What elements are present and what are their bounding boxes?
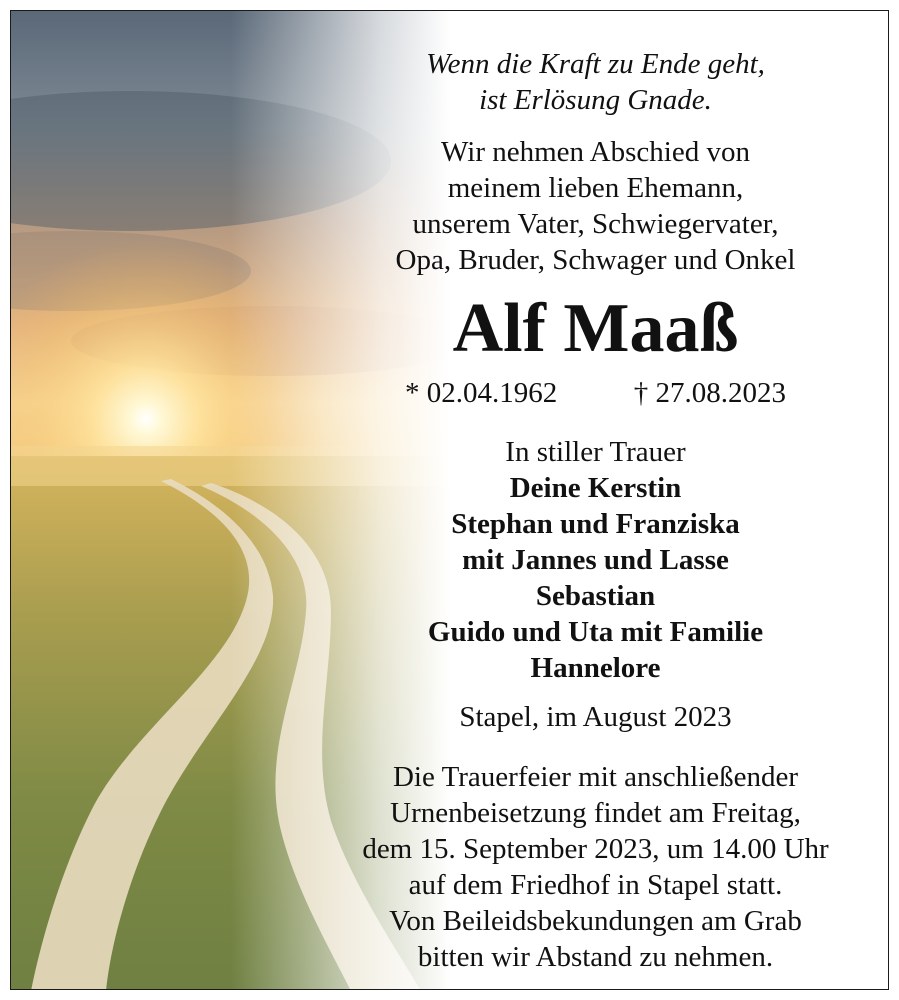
mourning-intro: In stiller Trauer [505,436,686,468]
motto-line: Wenn die Kraft zu Ende geht, [426,48,765,80]
farewell-line: meinem lieben Ehemann, [447,172,744,204]
motto-line: ist Erlösung Gnade. [479,84,712,116]
farewell-line: unserem Vater, Schwiegervater, [412,208,779,240]
funeral-info-line: dem 15. September 2023, um 14.00 Uhr [362,833,829,865]
farewell-line: Wir nehmen Abschied von [441,136,750,168]
funeral-info-line: auf dem Friedhof in Stapel statt. [408,869,783,901]
obituary-frame [10,10,889,990]
farewell-line: Opa, Bruder, Schwager und Onkel [395,244,796,276]
birth-date: * 02.04.1962 [405,377,558,409]
mourner-line: Hannelore [530,652,661,684]
obituary-text [301,11,889,990]
funeral-info-line: Die Trauerfeier mit anschließender [392,761,799,793]
deceased-name: Alf Maaß [452,290,739,367]
life-dates [301,375,889,411]
mourner-line: mit Jannes und Lasse [462,544,729,576]
mourner-line: Sebastian [535,580,656,612]
mourner-line: Guido und Uta mit Familie [427,616,764,648]
place-date: Stapel, im August 2023 [459,701,732,733]
funeral-info-line: bitten wir Abstand zu nehmen. [417,941,774,973]
funeral-info-line: Urnenbeisetzung findet am Freitag, [390,797,801,829]
mourner-line: Stephan und Franziska [451,508,740,540]
funeral-info-line: Von Beileidsbekundungen am Grab [389,905,802,937]
mourner-line: Deine Kerstin [509,472,682,504]
death-date: † 27.08.2023 [633,377,786,409]
